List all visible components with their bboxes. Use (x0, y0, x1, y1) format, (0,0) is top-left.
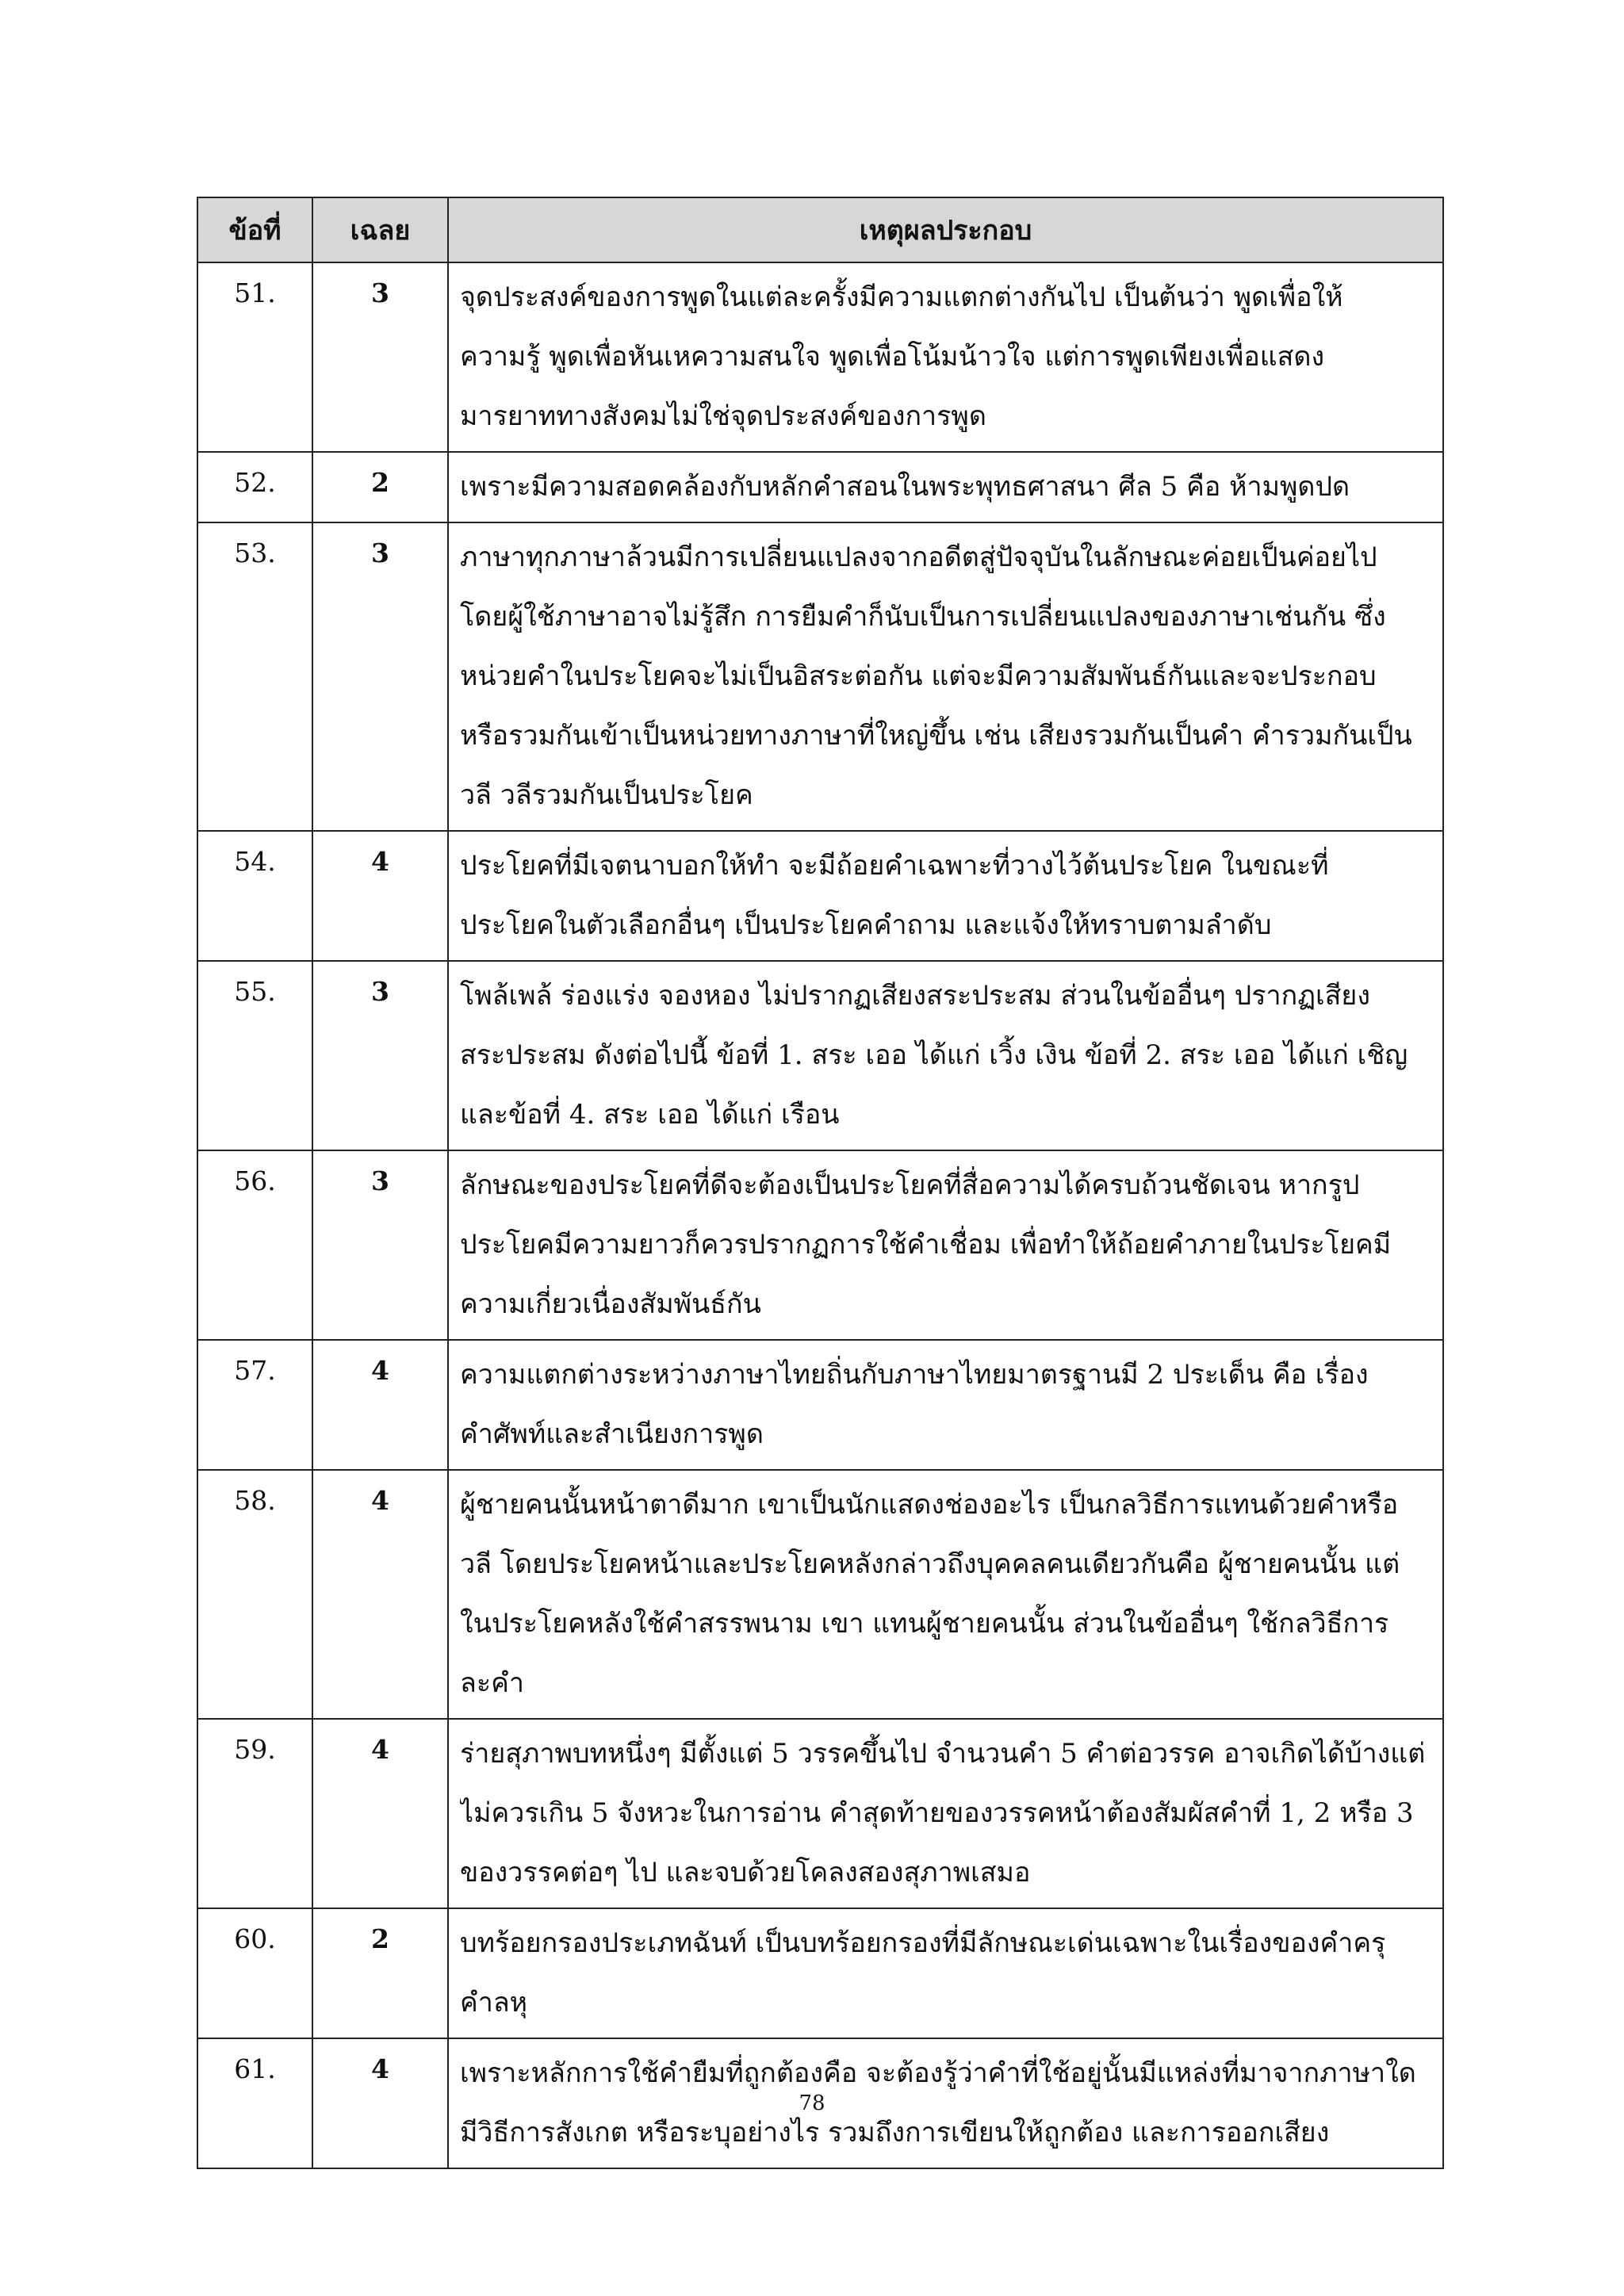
reason-cell (448, 1470, 1443, 1719)
reason-text-line: ความรู้ พูดเพื่อหันเหความสนใจ พูดเพื่อโน้มน้าวใจ แต่การพูดเพียงเพื่อแสดง (460, 341, 1325, 373)
table-row (197, 522, 1443, 831)
reason-text-line: วลี วลีรวมกันเป็นประโยค (460, 779, 753, 811)
table-body (197, 262, 1443, 2168)
reason-text-line: โพล้เพล้ ร่องแร่ง จองหอง ไม่ปรากฏเสียงสระประสม ส่วนในข้ออื่นๆ ปรากฏเสียง (460, 980, 1370, 1012)
answer-cell: 4 (312, 1340, 448, 1470)
item-number-cell: 59. (197, 1719, 312, 1908)
reason-text-line: เพราะหลักการใช้คำยืมที่ถูกต้องคือ จะต้องรู้ว่าคำที่ใช้อยู่นั้นมีแหล่งที่มาจากภาษาใด (460, 2057, 1416, 2089)
reason-cell (448, 961, 1443, 1150)
reason-text-line: บทร้อยกรองประเภทฉันท์ เป็นบทร้อยกรองที่มีลักษณะเด่นเฉพาะในเรื่องของคำครุ (460, 1927, 1386, 1959)
item-number-cell: 53. (197, 522, 312, 831)
table-row (197, 1340, 1443, 1470)
item-number-cell: 55. (197, 961, 312, 1150)
table-row (197, 831, 1443, 961)
reason-text-line: ภาษาทุกภาษาล้วนมีการเปลี่ยนแปลงจากอดีตสู่ปัจจุบันในลักษณะค่อยเป็นค่อยไป (460, 541, 1377, 573)
reason-cell (448, 1719, 1443, 1908)
header-item-number: ข้อที่ (197, 197, 312, 262)
item-number-cell: 52. (197, 452, 312, 522)
answer-cell: 2 (312, 1908, 448, 2038)
item-number-cell: 61. (197, 2038, 312, 2168)
reason-text-line: ของวรรคต่อๆ ไป และจบด้วยโคลงสองสุภาพเสมอ (460, 1857, 1031, 1888)
reason-text-line: จุดประสงค์ของการพูดในแต่ละครั้งมีความแตกต่างกันไป เป็นต้นว่า พูดเพื่อให้ (460, 281, 1343, 313)
table-row (197, 1719, 1443, 1908)
reason-text-line: คำลหุ (460, 1987, 528, 2019)
reason-text-line: ประโยคที่มีเจตนาบอกให้ทำ จะมีถ้อยคำเฉพาะที่วางไว้ต้นประโยค ในขณะที่ (460, 850, 1329, 882)
answer-cell: 4 (312, 1470, 448, 1719)
item-number-cell: 51. (197, 262, 312, 452)
reason-text-line: ประโยคมีความยาวก็ควรปรากฏการใช้คำเชื่อม เพื่อทำให้ถ้อยคำภายในประโยคมี (460, 1229, 1392, 1261)
item-number-cell: 58. (197, 1470, 312, 1719)
reason-text-line: ในประโยคหลังใช้คำสรรพนาม เขา แทนผู้ชายคนนั้น ส่วนในข้ออื่นๆ ใช้กลวิธีการ (460, 1608, 1389, 1640)
answer-cell: 4 (312, 1719, 448, 1908)
reason-text-line: ไม่ควรเกิน 5 จังหวะในการอ่าน คำสุดท้ายของวรรคหน้าต้องสัมผัสคำที่ 1, 2 หรือ 3 (460, 1797, 1414, 1829)
item-number-cell: 57. (197, 1340, 312, 1470)
table-row (197, 1908, 1443, 2038)
answer-cell: 3 (312, 262, 448, 452)
header-reason: เหตุผลประกอบ (448, 197, 1443, 262)
reason-text-line: หน่วยคำในประโยคจะไม่เป็นอิสระต่อกัน แต่จะมีความสัมพันธ์กันและจะประกอบ (460, 660, 1377, 692)
reason-text-line: วลี โดยประโยคหน้าและประโยคหลังกล่าวถึงบุคคลคนเดียวกันคือ ผู้ชายคนนั้น แต่ (460, 1548, 1400, 1580)
table-row (197, 961, 1443, 1150)
reason-cell (448, 262, 1443, 452)
item-number-cell: 54. (197, 831, 312, 961)
reason-text-line: และข้อที่ 4. สระ เออ ได้แก่ เรือน (460, 1099, 840, 1131)
reason-text-line: ผู้ชายคนนั้นหน้าตาดีมาก เขาเป็นนักแสดงช่องอะไร เป็นกลวิธีการแทนด้วยคำหรือ (460, 1489, 1399, 1521)
reason-text-line: ลักษณะของประโยคที่ดีจะต้องเป็นประโยคที่สื่อความได้ครบถ้วนชัดเจน หากรูป (460, 1169, 1360, 1201)
reason-cell (448, 452, 1443, 522)
reason-text-line: ละคำ (460, 1667, 524, 1699)
answer-cell: 4 (312, 2038, 448, 2168)
table-row (197, 1150, 1443, 1340)
answer-cell: 3 (312, 522, 448, 831)
reason-text-line: ความแตกต่างระหว่างภาษาไทยถิ่นกับภาษาไทยมาตรฐานมี 2 ประเด็น คือ เรื่อง (460, 1359, 1369, 1391)
item-number-cell: 56. (197, 1150, 312, 1340)
answer-cell: 2 (312, 452, 448, 522)
reason-text-line: ร่ายสุภาพบทหนึ่งๆ มีตั้งแต่ 5 วรรคขึ้นไป จำนวนคำ 5 คำต่อวรรค อาจเกิดได้บ้างแต่ (460, 1738, 1426, 1770)
table-header-row (197, 197, 1443, 262)
answer-key-table (197, 197, 1444, 2169)
reason-text-line: มารยาททางสังคมไม่ใช่จุดประสงค์ของการพูด (460, 400, 986, 432)
item-number-cell: 60. (197, 1908, 312, 2038)
reason-text-line: มีวิธีการสังเกต หรือระบุอย่างไร รวมถึงการเขียนให้ถูกต้อง และการออกเสียง (460, 2117, 1330, 2149)
header-answer: เฉลย (312, 197, 448, 262)
reason-text-line: หรือรวมกันเข้าเป็นหน่วยทางภาษาที่ใหญ่ขึ้น เช่น เสียงรวมกันเป็นคำ คำรวมกันเป็น (460, 720, 1412, 752)
reason-text-line: เพราะมีความสอดคล้องกับหลักคำสอนในพระพุทธศาสนา ศีล 5 คือ ห้ามพูดปด (460, 471, 1350, 503)
reason-text-line: โดยผู้ใช้ภาษาอาจไม่รู้สึก การยืมคำก็นับเป็นการเปลี่ยนแปลงของภาษาเช่นกัน ซึ่ง (460, 601, 1386, 633)
table-row (197, 1470, 1443, 1719)
table-row (197, 262, 1443, 452)
reason-text-line: คำศัพท์และสำเนียงการพูด (460, 1418, 764, 1450)
reason-cell (448, 522, 1443, 831)
reason-text-line: ประโยคในตัวเลือกอื่นๆ เป็นประโยคคำถาม และแจ้งให้ทราบตามลำดับ (460, 909, 1272, 941)
reason-cell (448, 831, 1443, 961)
reason-cell (448, 1150, 1443, 1340)
reason-text-line: สระประสม ดังต่อไปนี้ ข้อที่ 1. สระ เออ ได้แก่ เวิ้ง เงิน ข้อที่ 2. สระ เออ ได้แก่ เชิญ (460, 1039, 1408, 1071)
reason-cell (448, 1340, 1443, 1470)
reason-text-line: ความเกี่ยวเนื่องสัมพันธ์กัน (460, 1288, 761, 1320)
answer-cell: 4 (312, 831, 448, 961)
reason-cell (448, 1908, 1443, 2038)
answer-cell: 3 (312, 1150, 448, 1340)
table-row (197, 452, 1443, 522)
page-number: 78 (799, 2091, 825, 2115)
answer-cell: 3 (312, 961, 448, 1150)
